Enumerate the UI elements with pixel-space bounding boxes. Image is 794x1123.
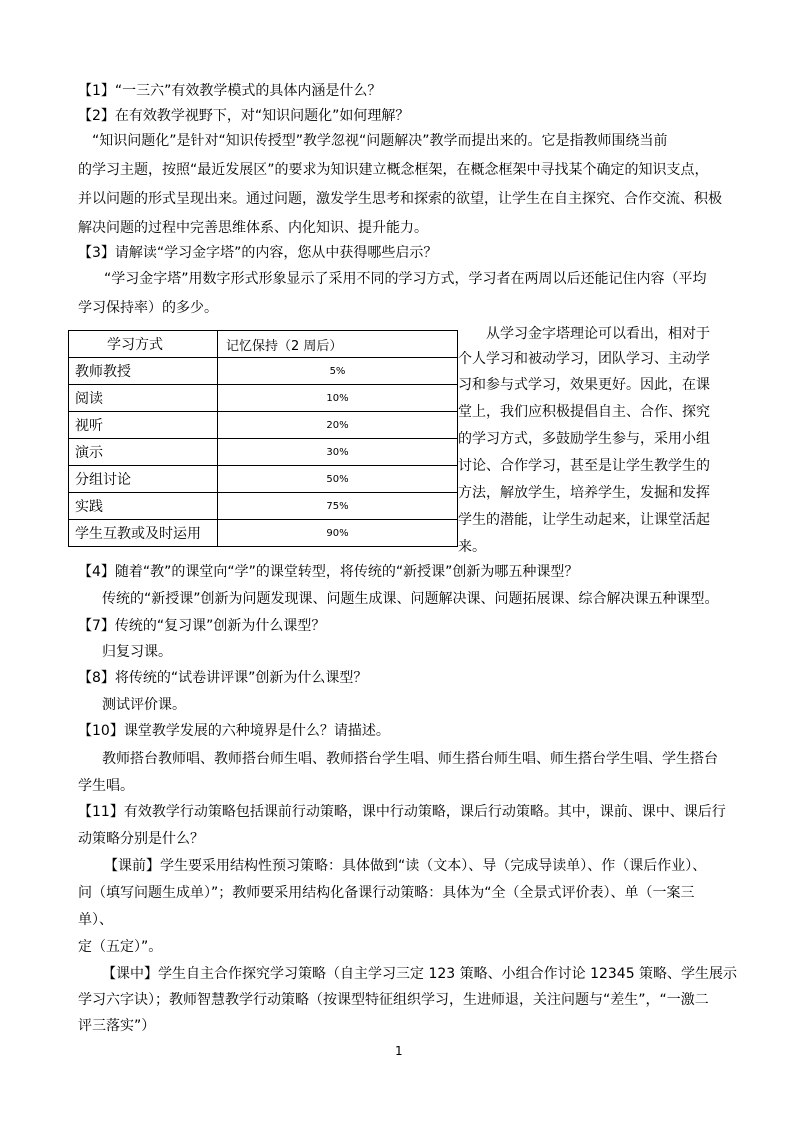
question-11-line-2: 动策略分别是什么？ <box>78 831 204 847</box>
in-class-line-2: 学习六字诀）；教师智慧教学行动策略（按课型特征组织学习，生进师退，关注问题与“差生”，“一激二 <box>78 992 709 1008</box>
answer-2-line-1: “知识问题化”是针对“知识传授型”教学忽视“问题解决”教学而提出来的。它是指教师围绕当前 <box>92 133 668 149</box>
table-cell-retention: 50% <box>218 466 458 493</box>
table-cell-method: 教师教授 <box>69 358 218 385</box>
pyramid-commentary-line: 堂上，我们应积极提倡自主、合作、探究 <box>458 404 710 420</box>
table-cell-method: 学生互教或及时运用 <box>69 520 218 547</box>
pyramid-commentary-line: 方法，解放学生，培养学生，发掘和发挥 <box>458 485 710 501</box>
question-11-line-1: 【11】有效教学行动策略包括课前行动策略，课中行动策略，课后行动策略。其中，课前、课中、课后行 <box>78 804 726 820</box>
table-row <box>69 520 458 547</box>
table-cell-method: 分组讨论 <box>69 466 218 493</box>
answer-2-line-2: 的学习主题，按照“最近发展区”的要求为知识建立概念框架，在概念框架中寻找某个确定的知识支点， <box>78 162 709 178</box>
table-row <box>69 412 458 439</box>
in-class-line-3: 评三落实”） <box>78 1018 156 1034</box>
question-4: 【4】随着“教”的课堂向“学”的课堂转型，将传统的“新授课”创新为哪五种课型？ <box>78 564 579 580</box>
pyramid-commentary-line: 学生的潜能，让学生动起来，让课堂活起 <box>458 512 710 528</box>
answer-7: 归复习课。 <box>102 644 172 660</box>
answer-4: 传统的“新授课”创新为问题发现课、问题生成课、问题解决课、问题拓展课、综合解决课五种课型。 <box>102 591 719 607</box>
pre-class-line-4: 定（五定）”。 <box>78 939 163 955</box>
answer-2-line-4: 解决问题的过程中完善思维体系、内化知识、提升能力。 <box>78 220 428 236</box>
pyramid-commentary-line: 的学习方式，多鼓励学生参与，采用小组 <box>458 431 710 447</box>
table-header-method: 学习方式 <box>69 331 218 358</box>
learning-pyramid-table <box>68 330 458 547</box>
table-row <box>69 358 458 385</box>
question-8: 【8】将传统的“试卷讲评课”创新为什么课型？ <box>78 670 368 686</box>
question-10: 【10】课堂教学发展的六种境界是什么？请描述。 <box>78 723 390 739</box>
table-cell-retention: 20% <box>218 412 458 439</box>
pyramid-commentary-line: 讨论、合作学习，甚至是让学生教学生的 <box>458 458 710 474</box>
table-row <box>69 466 458 493</box>
question-2: 【2】在有效教学视野下，对“知识问题化”如何理解？ <box>78 108 410 124</box>
pre-class-line-2: 问（填写问题生成单）”；教师要采用结构化备课行动策略：具体为“全（全景式评价表）、单（一案三 <box>78 885 695 901</box>
table-row <box>69 385 458 412</box>
answer-10-line-1: 教师搭台教师唱、教师搭台师生唱、教师搭台学生唱、师生搭台师生唱、师生搭台学生唱、学生搭台 <box>102 751 718 767</box>
table-cell-method: 阅读 <box>69 385 218 412</box>
table-row <box>69 493 458 520</box>
table-cell-retention: 75% <box>218 493 458 520</box>
pyramid-commentary-line: 来。 <box>458 539 486 555</box>
answer-2-line-3: 并以问题的形式呈现出来。通过问题，激发学生思考和探索的欲望，让学生在自主探究、合作交流、积极 <box>78 191 722 207</box>
table-cell-retention: 90% <box>218 520 458 547</box>
answer-10-line-2: 学生唱。 <box>78 778 134 794</box>
pre-class-line-1: 【课前】学生要采用结构性预习策略：具体做到“读（文本）、导（完成导读单）、作（课后作业）、 <box>104 858 707 874</box>
table-header-retention: 记忆保持（2 周后） <box>218 331 458 358</box>
pyramid-commentary-line: 从学习金字塔理论可以看出，相对于 <box>486 326 710 342</box>
table-cell-method: 视听 <box>69 412 218 439</box>
pyramid-commentary-line: 习和参与式学习，效果更好。因此，在课 <box>458 377 710 393</box>
table-row <box>69 439 458 466</box>
page-number: 1 <box>395 1044 403 1058</box>
table-cell-method: 演示 <box>69 439 218 466</box>
question-7: 【7】传统的“复习课”创新为什么课型？ <box>78 618 326 634</box>
table-cell-method: 实践 <box>69 493 218 520</box>
table-header-row <box>69 331 458 358</box>
table-cell-retention: 10% <box>218 385 458 412</box>
answer-8: 测试评价课。 <box>102 697 186 713</box>
answer-3-line-1: “学习金字塔”用数字形式形象显示了采用不同的学习方式，学习者在两周以后还能记住内容（平均 <box>104 271 707 287</box>
question-3: 【3】请解读“学习金字塔”的内容，您从中获得哪些启示？ <box>78 245 438 261</box>
in-class-line-1: 【课中】学生自主合作探究学习策略（自主学习三定 123 策略、小组合作讨论 12345 策略、学生展示 <box>102 966 738 982</box>
pre-class-line-3: 单）、 <box>78 912 113 928</box>
pyramid-commentary-line: 个人学习和被动学习，团队学习、主动学 <box>458 351 710 367</box>
answer-3-line-2: 学习保持率）的多少。 <box>78 300 218 316</box>
table-cell-retention: 30% <box>218 439 458 466</box>
question-1: 【1】“一三六”有效教学模式的具体内涵是什么？ <box>78 83 382 99</box>
table-cell-retention: 5% <box>218 358 458 385</box>
